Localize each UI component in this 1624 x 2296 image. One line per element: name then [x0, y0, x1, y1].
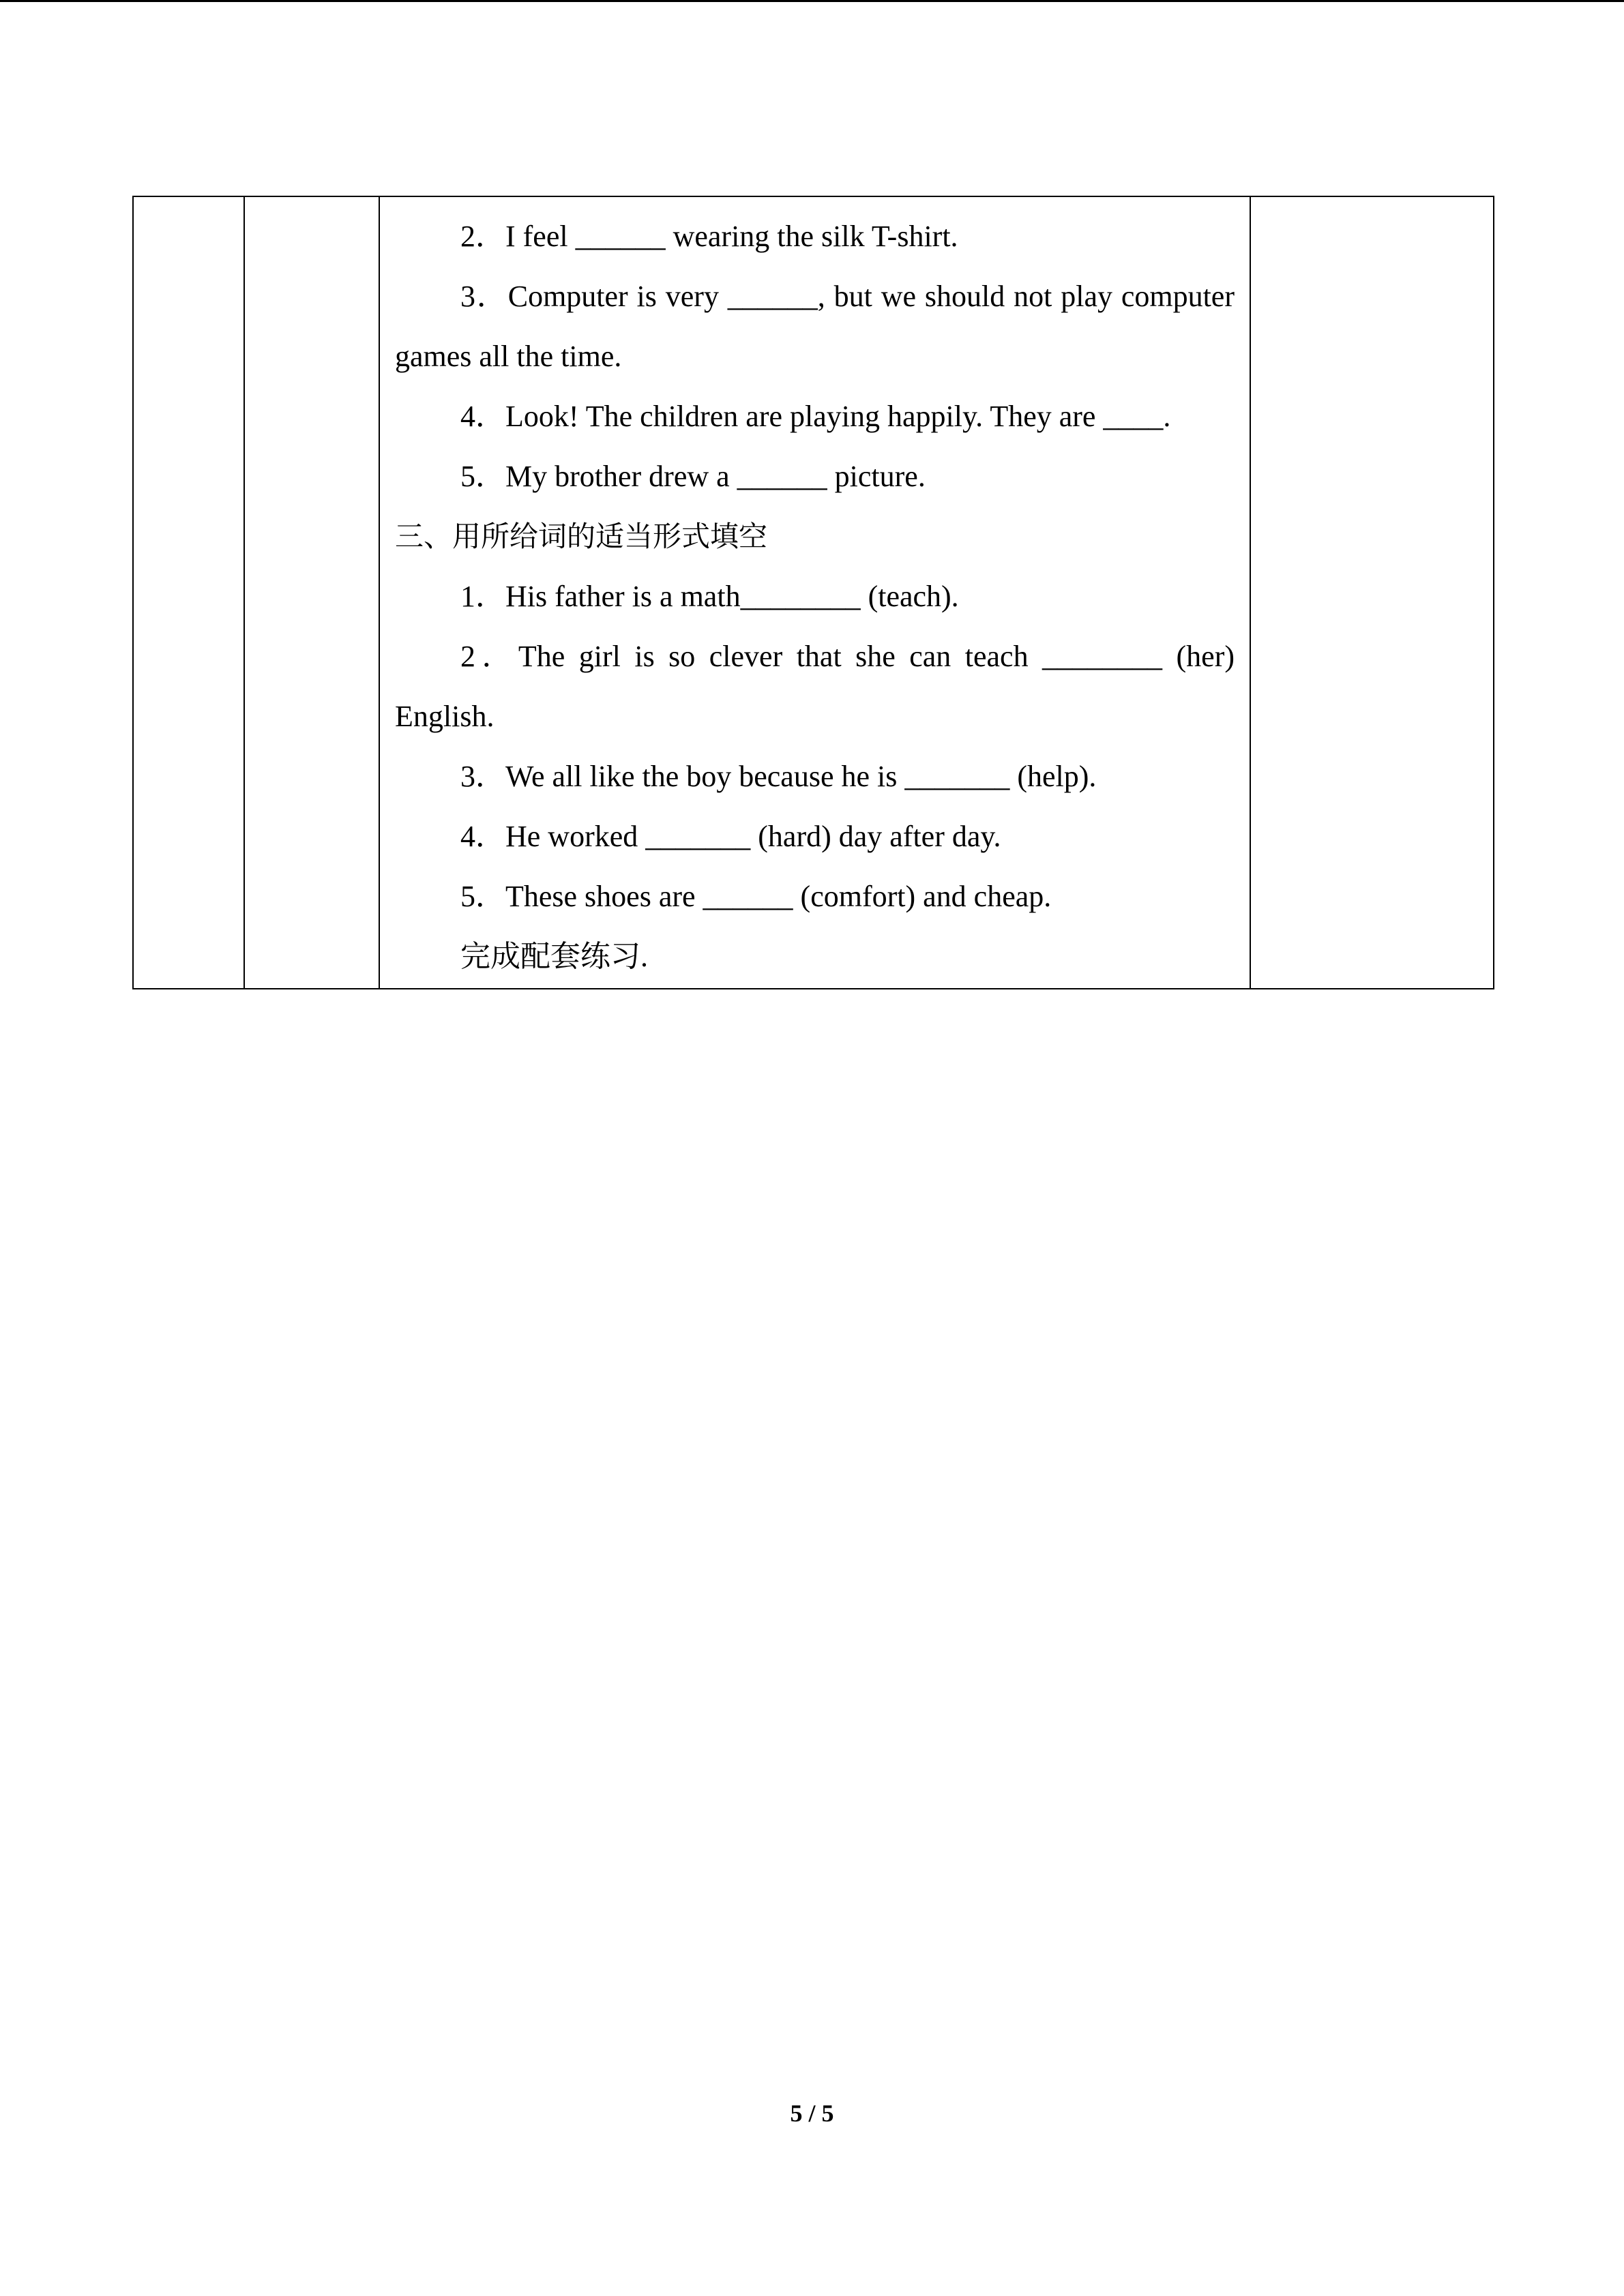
empty-cell-col4: [1250, 196, 1494, 989]
closing-note: 完成配套练习.: [460, 940, 648, 973]
exercise-item: 5．My brother drew a ______ picture.: [460, 460, 926, 493]
exercise-item: 1．His father is a math________ (teach).: [460, 580, 959, 613]
exercise-item: 3．Computer is very ______, but we should not play computer games all the time.: [395, 280, 1235, 373]
exercise-item: 2．The girl is so clever that she can teach ________ (her) English.: [395, 640, 1235, 733]
exercise-item: 3．We all like the boy because he is _______ (help).: [460, 760, 1097, 793]
exercise-item: 5．These shoes are ______ (comfort) and cheap.: [460, 880, 1052, 913]
table-row: [133, 196, 1494, 989]
page-number: 5 / 5: [790, 2100, 834, 2127]
empty-cell-col2: [244, 196, 379, 989]
exercise-content-cell: [379, 196, 1250, 989]
exercise-item: 4．He worked _______ (hard) day after day.: [460, 820, 1001, 853]
top-border-rule: [0, 0, 1624, 2]
empty-cell-col1: [133, 196, 244, 989]
exercise-item: 2．I feel ______ wearing the silk T-shirt.: [460, 220, 958, 253]
section-heading: 三、用所给词的适当形式填空: [395, 520, 768, 553]
exercise-item: 4．Look! The children are playing happily. They are ____.: [460, 400, 1171, 433]
lesson-plan-table: [132, 196, 1494, 989]
